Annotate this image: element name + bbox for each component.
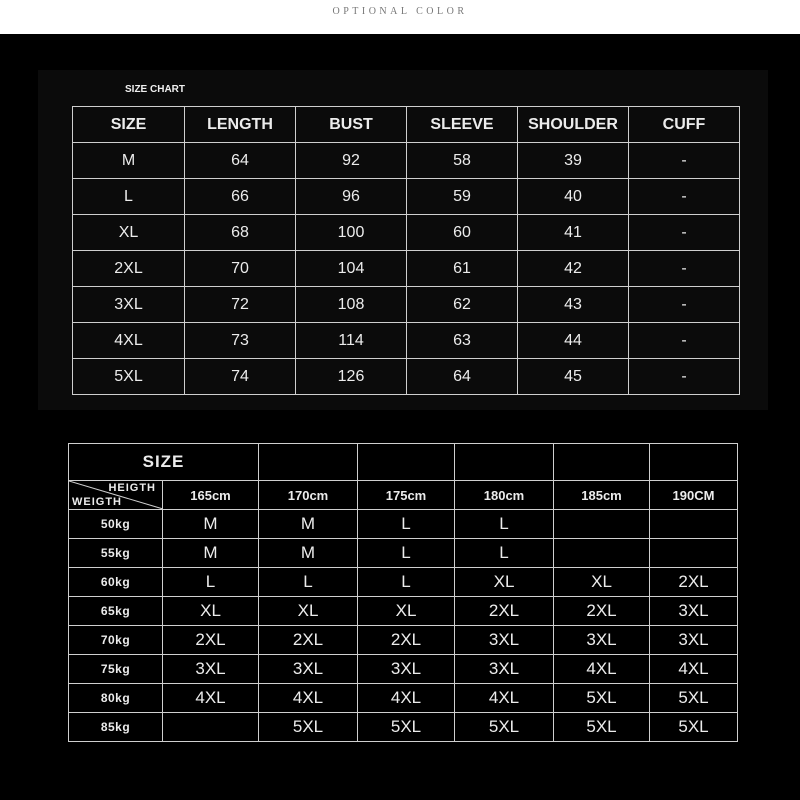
recommended-size-cell: 5XL: [554, 713, 650, 742]
header-bar: [0, 0, 800, 34]
recommended-size-cell: 5XL: [259, 713, 358, 742]
recommended-size-cell: 5XL: [554, 684, 650, 713]
table-row: [69, 568, 738, 597]
recommended-size-cell: 3XL: [455, 655, 554, 684]
recommended-size-cell: M: [163, 539, 259, 568]
recommended-size-cell: [163, 713, 259, 742]
weight-cell: 70kg: [69, 626, 163, 655]
recommended-size-cell: L: [455, 510, 554, 539]
recommended-size-cell: 5XL: [455, 713, 554, 742]
weight-cell: 60kg: [69, 568, 163, 597]
size-guide-title: SIZE: [69, 444, 259, 481]
recommended-size-cell: XL: [163, 597, 259, 626]
column-header: SHOULDER: [518, 107, 629, 143]
recommended-size-cell: [554, 510, 650, 539]
measurement-cell: -: [629, 287, 740, 323]
height-header: 180cm: [455, 481, 554, 510]
height-header-row: [69, 481, 738, 510]
empty-cell: [358, 444, 455, 481]
measurement-cell: 74: [185, 359, 296, 395]
recommended-size-cell: 5XL: [650, 713, 738, 742]
size-cell: L: [73, 179, 185, 215]
recommended-size-cell: 4XL: [358, 684, 455, 713]
table-row: [73, 215, 740, 251]
measurement-cell: 58: [407, 143, 518, 179]
recommended-size-cell: XL: [259, 597, 358, 626]
measurement-cell: -: [629, 215, 740, 251]
recommended-size-cell: 3XL: [259, 655, 358, 684]
table-row: [69, 713, 738, 742]
size-chart-body: [73, 143, 740, 395]
weight-cell: 75kg: [69, 655, 163, 684]
recommended-size-cell: 3XL: [455, 626, 554, 655]
height-weight-corner: [69, 481, 163, 510]
measurement-cell: -: [629, 179, 740, 215]
measurement-cell: 68: [185, 215, 296, 251]
column-header: SIZE: [73, 107, 185, 143]
column-header: CUFF: [629, 107, 740, 143]
measurement-cell: 70: [185, 251, 296, 287]
empty-cell: [455, 444, 554, 481]
empty-cell: [259, 444, 358, 481]
height-label: HEIGTH: [108, 482, 156, 494]
measurement-cell: 72: [185, 287, 296, 323]
table-row: [73, 251, 740, 287]
measurement-cell: 63: [407, 323, 518, 359]
measurement-cell: 39: [518, 143, 629, 179]
recommended-size-cell: 2XL: [554, 597, 650, 626]
recommended-size-cell: XL: [455, 568, 554, 597]
recommended-size-cell: 4XL: [163, 684, 259, 713]
size-cell: 3XL: [73, 287, 185, 323]
measurement-cell: 40: [518, 179, 629, 215]
measurement-cell: 104: [296, 251, 407, 287]
size-chart-header-row: [73, 107, 740, 143]
table-row: [73, 179, 740, 215]
recommended-size-cell: 2XL: [358, 626, 455, 655]
measurement-cell: 42: [518, 251, 629, 287]
measurement-cell: 60: [407, 215, 518, 251]
measurement-cell: -: [629, 323, 740, 359]
measurement-cell: 92: [296, 143, 407, 179]
empty-cell: [554, 444, 650, 481]
recommended-size-cell: 5XL: [358, 713, 455, 742]
recommended-size-cell: 5XL: [650, 684, 738, 713]
measurement-cell: 100: [296, 215, 407, 251]
recommended-size-cell: 2XL: [163, 626, 259, 655]
column-header: BUST: [296, 107, 407, 143]
table-row: [73, 359, 740, 395]
size-chart-table: [72, 106, 740, 395]
recommended-size-cell: 3XL: [650, 597, 738, 626]
table-row: [69, 684, 738, 713]
measurement-cell: 43: [518, 287, 629, 323]
recommended-size-cell: 2XL: [259, 626, 358, 655]
recommended-size-cell: 3XL: [554, 626, 650, 655]
weight-label: WEIGTH: [72, 496, 122, 508]
recommended-size-cell: 4XL: [650, 655, 738, 684]
size-chart-label: SIZE CHART: [125, 84, 185, 95]
measurement-cell: -: [629, 251, 740, 287]
weight-cell: 65kg: [69, 597, 163, 626]
table-row: [69, 626, 738, 655]
recommended-size-cell: L: [163, 568, 259, 597]
table-row: [73, 143, 740, 179]
column-header: LENGTH: [185, 107, 296, 143]
size-cell: XL: [73, 215, 185, 251]
recommended-size-cell: L: [455, 539, 554, 568]
size-guide-body: [69, 510, 738, 742]
measurement-cell: -: [629, 143, 740, 179]
size-guide-title-row: [69, 444, 738, 481]
table-row: [73, 323, 740, 359]
recommended-size-cell: L: [358, 568, 455, 597]
measurement-cell: 59: [407, 179, 518, 215]
recommended-size-cell: XL: [358, 597, 455, 626]
recommended-size-cell: [650, 539, 738, 568]
recommended-size-cell: 3XL: [358, 655, 455, 684]
weight-cell: 80kg: [69, 684, 163, 713]
size-guide-table: [68, 443, 738, 742]
measurement-cell: 114: [296, 323, 407, 359]
measurement-cell: 66: [185, 179, 296, 215]
size-cell: 2XL: [73, 251, 185, 287]
recommended-size-cell: 4XL: [554, 655, 650, 684]
weight-cell: 55kg: [69, 539, 163, 568]
size-cell: 5XL: [73, 359, 185, 395]
height-header: 190CM: [650, 481, 738, 510]
measurement-cell: 61: [407, 251, 518, 287]
table-row: [73, 287, 740, 323]
table-row: [69, 539, 738, 568]
recommended-size-cell: 4XL: [259, 684, 358, 713]
table-row: [69, 510, 738, 539]
recommended-size-cell: [554, 539, 650, 568]
weight-cell: 50kg: [69, 510, 163, 539]
recommended-size-cell: 3XL: [650, 626, 738, 655]
table-row: [69, 655, 738, 684]
measurement-cell: -: [629, 359, 740, 395]
empty-cell: [650, 444, 738, 481]
measurement-cell: 41: [518, 215, 629, 251]
height-header: 165cm: [163, 481, 259, 510]
recommended-size-cell: 2XL: [455, 597, 554, 626]
column-header: SLEEVE: [407, 107, 518, 143]
height-header: 185cm: [554, 481, 650, 510]
recommended-size-cell: L: [358, 510, 455, 539]
recommended-size-cell: L: [259, 568, 358, 597]
weight-cell: 85kg: [69, 713, 163, 742]
table-row: [69, 597, 738, 626]
height-header: 170cm: [259, 481, 358, 510]
recommended-size-cell: 2XL: [650, 568, 738, 597]
recommended-size-cell: 4XL: [455, 684, 554, 713]
measurement-cell: 64: [407, 359, 518, 395]
recommended-size-cell: [650, 510, 738, 539]
recommended-size-cell: 3XL: [163, 655, 259, 684]
measurement-cell: 108: [296, 287, 407, 323]
measurement-cell: 62: [407, 287, 518, 323]
page-title: OPTIONAL COLOR: [332, 6, 468, 17]
measurement-cell: 96: [296, 179, 407, 215]
measurement-cell: 126: [296, 359, 407, 395]
size-cell: 4XL: [73, 323, 185, 359]
recommended-size-cell: XL: [554, 568, 650, 597]
recommended-size-cell: L: [358, 539, 455, 568]
measurement-cell: 73: [185, 323, 296, 359]
height-header: 175cm: [358, 481, 455, 510]
measurement-cell: 44: [518, 323, 629, 359]
size-cell: M: [73, 143, 185, 179]
recommended-size-cell: M: [259, 539, 358, 568]
measurement-cell: 64: [185, 143, 296, 179]
recommended-size-cell: M: [259, 510, 358, 539]
recommended-size-cell: M: [163, 510, 259, 539]
measurement-cell: 45: [518, 359, 629, 395]
